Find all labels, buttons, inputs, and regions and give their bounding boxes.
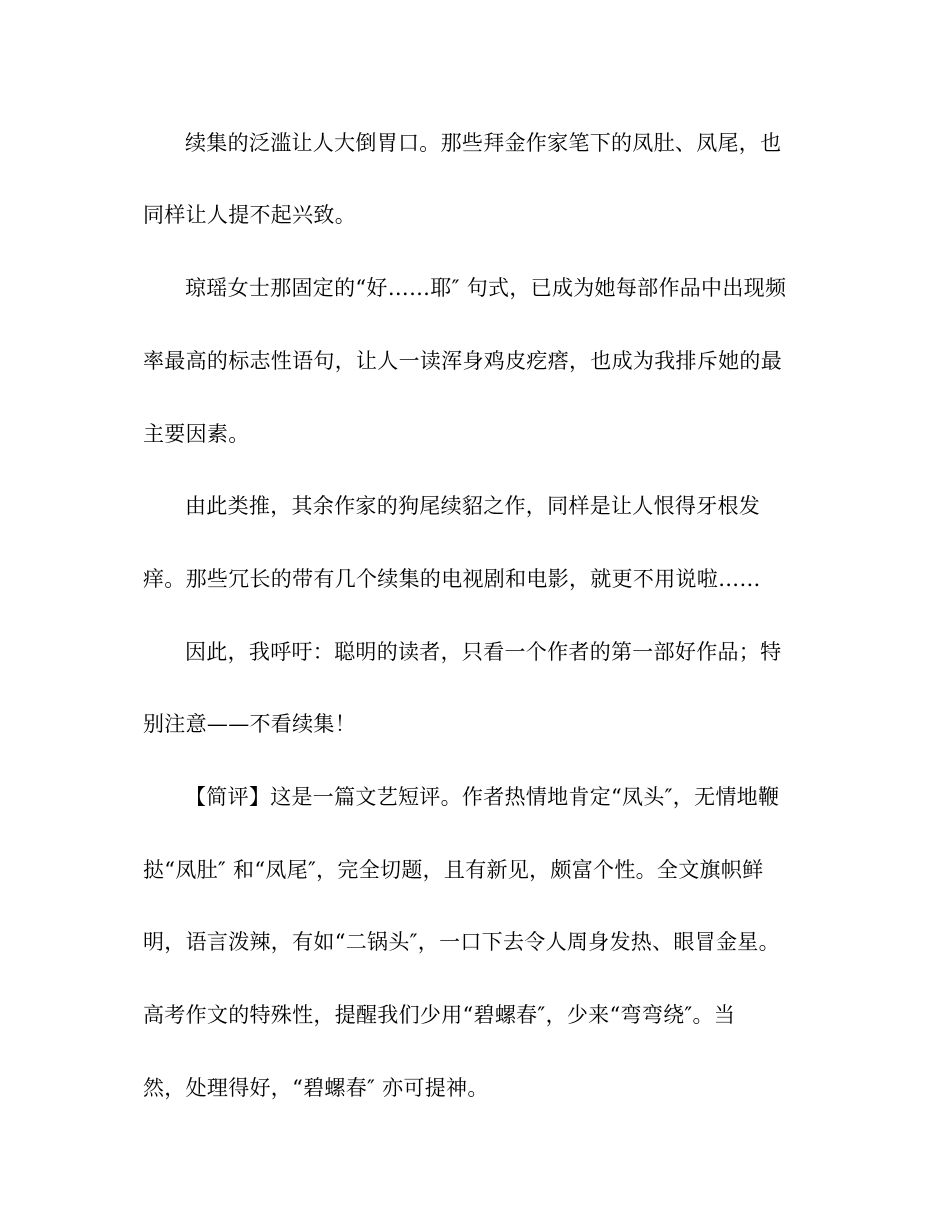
review-paragraph-line-5: 然，处理得好，“碧螺春″ 亦可提神。 bbox=[143, 1076, 489, 1100]
review-paragraph-line-3: 明，语言泼辣，有如“二锅头″，一口下去令人周身发热、眼冒金星。 bbox=[143, 930, 780, 954]
paragraph-4-line-2: 别注意——不看续集！ bbox=[143, 712, 356, 736]
paragraph-1-line-1: 续集的泛滥让人大倒胃口。那些拜金作家笔下的凤肚、凤尾，也 bbox=[185, 131, 782, 155]
paragraph-4-line-1: 因此，我呼吁：聪明的读者，只看一个作者的第一部好作品；特 bbox=[185, 640, 782, 664]
review-paragraph-line-2: 挞“凤肚″ 和“凤尾″，完全切题，且有新见，颇富个性。全文旗帜鲜 bbox=[143, 858, 764, 882]
paragraph-3-line-1: 由此类推，其余作家的狗尾续貂之作，同样是让人恨得牙根发 bbox=[185, 494, 761, 518]
paragraph-3-line-2: 痒。那些冗长的带有几个续集的电视剧和电影，就更不用说啦…… bbox=[143, 567, 761, 591]
review-paragraph-line-4: 高考作文的特殊性，提醒我们少用“碧螺春″，少来“弯弯绕″。当 bbox=[143, 1003, 736, 1027]
paragraph-2-line-2: 率最高的标志性语句，让人一读浑身鸡皮疙瘩，也成为我排斥她的最 bbox=[143, 349, 782, 373]
paragraph-2-line-1: 琼瑶女士那固定的“好……耶″ 句式，已成为她每部作品中出现频 bbox=[185, 276, 787, 300]
review-paragraph-line-1: 【简评】这是一篇文艺短评。作者热情地肯定“凤头″，无情地鞭 bbox=[185, 785, 780, 809]
paragraph-2-line-3: 主要因素。 bbox=[143, 422, 250, 446]
paragraph-1-line-2: 同样让人提不起兴致。 bbox=[143, 203, 356, 227]
